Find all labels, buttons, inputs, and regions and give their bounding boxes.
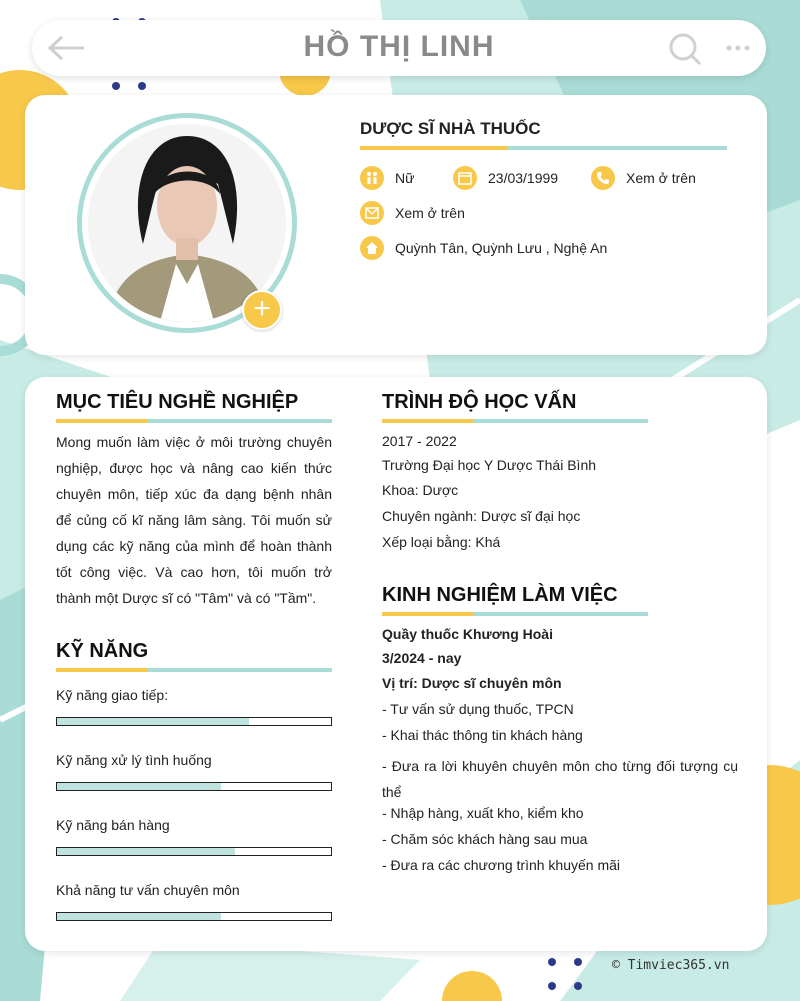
top-bar — [32, 20, 766, 76]
skill-bar-fill — [57, 848, 235, 855]
duty-item: - Nhập hàng, xuất kho, kiểm kho — [382, 805, 584, 821]
address-info — [360, 236, 607, 260]
watermark: © Timviec365.vn — [612, 958, 730, 973]
skill-bar-fill — [57, 718, 249, 725]
phone-value: Xem ở trên — [626, 170, 696, 186]
education-major: Chuyên ngành: Dược sĩ đại học — [382, 508, 581, 524]
more-dots-icon[interactable] — [724, 36, 752, 60]
search-icon[interactable] — [668, 32, 702, 66]
duty-item: - Đưa ra các chương trình khuyến mãi — [382, 857, 621, 873]
skill-bar-fill — [57, 913, 221, 920]
email-icon — [360, 201, 384, 225]
job-title-underline — [360, 146, 727, 150]
duty-item: - Chăm sóc khách hàng sau mua — [382, 831, 588, 847]
skill-bar — [56, 782, 332, 791]
main-card — [25, 377, 767, 951]
education-faculty: Khoa: Dược — [382, 482, 459, 498]
duty-item: - Tư vấn sử dụng thuốc, TPCN — [382, 701, 574, 717]
home-icon — [360, 236, 384, 260]
experience-position: Vị trí: Dược sĩ chuyên môn — [382, 675, 562, 691]
education-grade: Xếp loại bằng: Khá — [382, 534, 501, 550]
skills-underline — [56, 668, 332, 672]
duty-item: - Đưa ra lời khuyên chuyên môn cho từng đối tượng cụ thể — [382, 758, 738, 800]
phone-icon — [591, 166, 615, 190]
gender-value: Nữ — [395, 170, 415, 186]
phone-info — [591, 166, 696, 190]
education-school: Trường Đại học Y Dược Thái Bình — [382, 457, 597, 473]
skill-label: Khả năng tư vấn chuyên môn — [56, 882, 240, 898]
skill-bar-fill — [57, 783, 221, 790]
objective-text: Mong muốn làm việc ở môi trường chuyên nghiệp, được học và nâng cao kiến thức chuyên môn, tiếp xúc đa dạng bệnh nhân để củng cố kĩ năng lâm sàng. Tôi muốn sử dụng các kỹ năng của mình để hoàn thành tốt công việc. Và cao hơn, tôi muốn trở thành một Dược sĩ có "Tâm" và có "Tầm". — [56, 434, 332, 606]
education-period: 2017 - 2022 — [382, 433, 457, 449]
address-value: Quỳnh Tân, Quỳnh Lưu , Nghệ An — [395, 240, 608, 256]
email-info — [360, 201, 465, 225]
skills-title: KỸ NĂNG — [56, 640, 149, 662]
gender-icon — [360, 166, 384, 190]
skill-bar — [56, 717, 332, 726]
add-photo-button[interactable]: + — [242, 290, 282, 330]
gender-info — [360, 166, 414, 190]
page-title: HỒ THỊ LINH — [303, 30, 495, 63]
duty-item: - Khai thác thông tin khách hàng — [382, 727, 583, 743]
experience-title: KINH NGHIỆM LÀM VIỆC — [382, 584, 618, 606]
profile-card — [25, 95, 767, 355]
birthdate-info — [453, 166, 558, 190]
experience-company: Quầy thuốc Khương Hoài — [382, 626, 553, 642]
experience-underline — [382, 612, 648, 616]
objective-title: MỤC TIÊU NGHỀ NGHIỆP — [56, 391, 299, 413]
job-title: DƯỢC SĨ NHÀ THUỐC — [360, 119, 541, 138]
email-value: Xem ở trên — [395, 205, 465, 221]
calendar-icon — [453, 166, 477, 190]
education-underline — [382, 419, 648, 423]
skill-label: Kỹ năng xử lý tình huống — [56, 752, 212, 768]
experience-period: 3/2024 - nay — [382, 650, 462, 666]
skill-label: Kỹ năng bán hàng — [56, 817, 170, 833]
skill-bar — [56, 912, 332, 921]
skill-label: Kỹ năng giao tiếp: — [56, 687, 169, 703]
education-title: TRÌNH ĐỘ HỌC VẤN — [382, 391, 577, 413]
objective-underline — [56, 419, 332, 423]
birthdate-value: 23/03/1999 — [488, 170, 559, 186]
skill-bar — [56, 847, 332, 856]
